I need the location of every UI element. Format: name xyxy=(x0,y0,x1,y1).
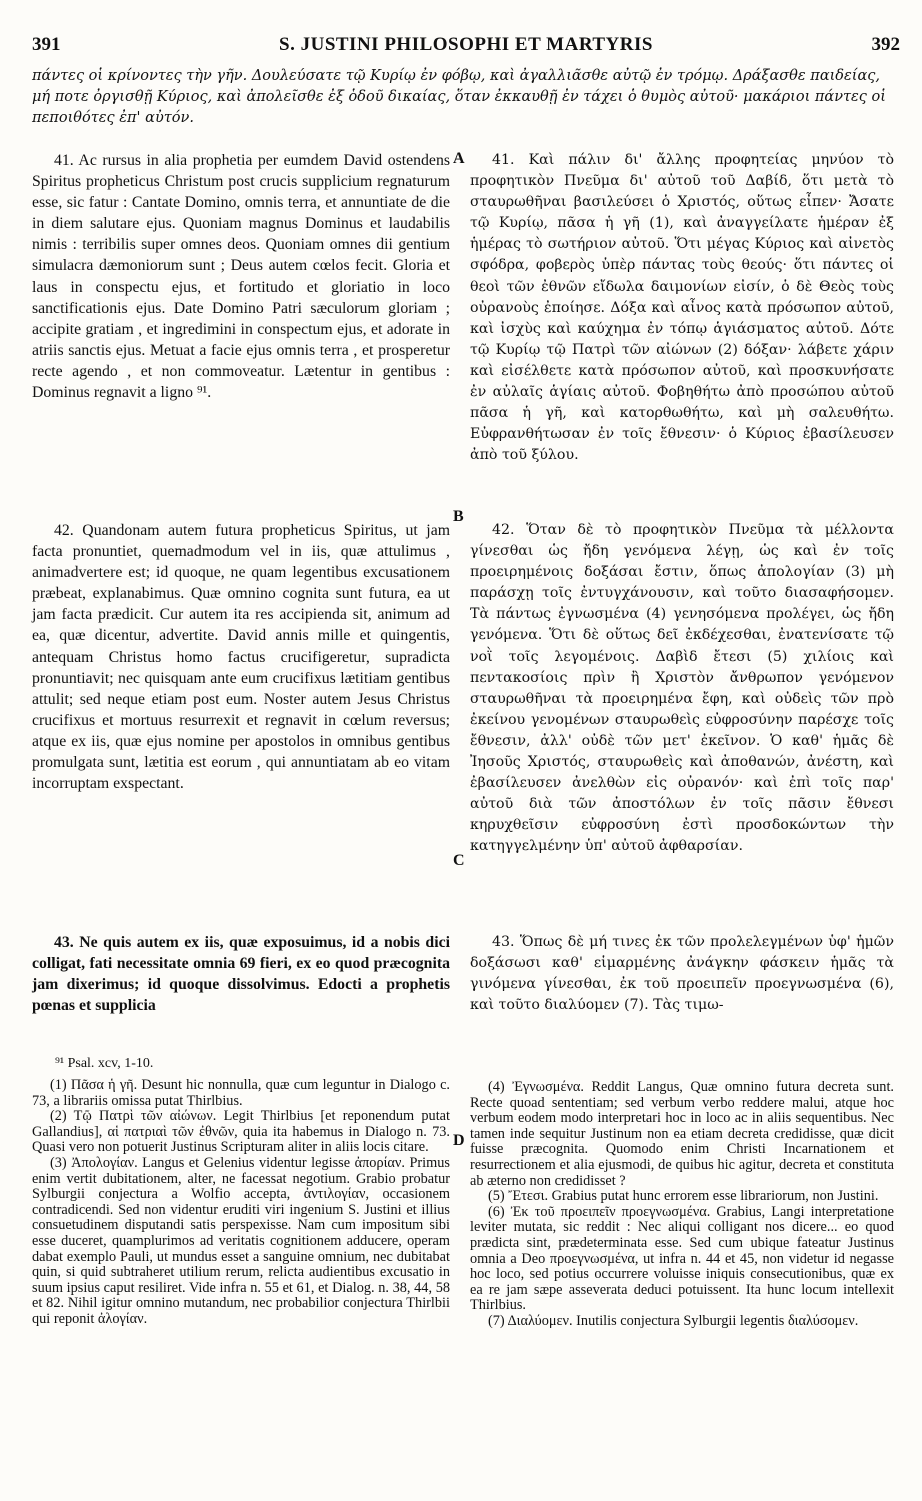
greek-section-42 xyxy=(470,520,894,858)
notes-left xyxy=(32,1078,450,1328)
latin-section-42 xyxy=(32,520,450,794)
latin-section-41 xyxy=(32,150,450,403)
note-2: (2) Τῷ Πατρὶ τῶν αἰώνων. Legit Thirlbius [et reponendum putat Gallandius], αἱ πατριαὶ τῶν ἐθνῶν, quia ita habemus in Dialogo n. 73. Quasi vero non potuerit Justinus Scripturam aliter in aliis locis citare. xyxy=(32,1108,450,1156)
page-header xyxy=(32,34,900,58)
greek-section-43 xyxy=(470,932,894,1016)
greek-paragraph-43: 43. Ὅπως δὲ μή τινες ἐκ τῶν προλελεγμένων ὑφ' ἡμῶν δοξάσωσι καθ' εἱμαρμένης ἀνάγκην φάσκειν ἡμᾶς τὰ γινόμενα γίνεσθαι, ἐκ τοῦ προειπεῖν προεγνωσμένα (6), καὶ τοῦτο διαλύομεν (7). Τὰς τιμω- xyxy=(470,934,894,1014)
note-6: (6) Ἐκ τοῦ προειπεῖν προεγνωσμένα. Grabius, Langi interpretatione leviter mutata, sic reddit : Nec aliqui colligant nos dicere... eo quod prædicta sint, prædeterminata esse. Sed cum ubique fateatur Justinus omnia a Deo προεγνωσμένα, ut infra n. 44 et 45, non videtur id negasse hoc loco, sed potius occurrere voluisse iniquis consecutionibus, quæ ex ea re jam sæpe asseverata deduci potuissent. Ita hunc locum intellexit Thirlbius. xyxy=(470,1203,894,1314)
latin-paragraph-43: 43. Ne quis autem ex iis, quæ exposuimus, id a nobis dici colligat, fati necessitate omnia 69 fieri, ex eo quod præcognita jam dixerimus; id quoque dissolvimus. Edocti a prophetis pœnas et supplicia xyxy=(32,934,450,1015)
note-3: (3) Ἀπολογίαν. Langus et Gelenius videntur legisse ἀπορίαν. Primus enim vertit dubitationem, alter, ne facessat negotium. Grabio probatur Sylburgii conjectura a Wolfio accepta, ἀντιλογίαν, occasionem contradicendi. Sed non videntur eruditi viri ingenium S. Justini et illius consuetudinem disputandi satis perspexisse. Nam cum impositum sibi esse duceret, quamplurimos ad veritatis cognitionem adducere, operam dabat exemplo Pauli, ut mundus esset a sanguine omnium, nec dubitabat quin, si quid subtraheret utilium rerum, relicta audientibus excusatio in suum ipsius caput resiliret. Vide infra n. 55 et 61, et Dialog. n. 38, 44, 58 et 82. Nihil igitur omnino mutandum, nec probabilior conjectura Thirlbii qui reponit ἀλογίαν. xyxy=(32,1154,450,1327)
running-title: S. JUSTINI PHILOSOPHI ET MARTYRIS xyxy=(279,34,653,55)
page-number-left: 391 xyxy=(32,34,61,55)
margin-marker-a: A xyxy=(453,150,465,167)
greek-paragraph-42: 42. Ὅταν δὲ τὸ προφητικὸν Πνεῦμα τὰ μέλλοντα γίνεσθαι ὡς ἤδη γενόμενα λέγῃ, ὡς καὶ ἐν τοῖς προειρημένοις δοξάσαι ἔστιν, ὅπως ἀπολογίαν (3) μὴ παράσχῃ τοῖς ἐντυγχάνουσιν, καὶ τοῦτο διασαφήσομεν. Τὰ πάντως ἐγνωσμένα (4) γενησόμενα προλέγει, ὡς ἤδη γενόμενα. Ὅτι δὲ οὕτως δεῖ ἐκδέχεσθαι, ἐνατενίσατε τῷ νοῒ τοῖς λεγομένοις. Δαβὶδ ἔτεσι (5) χιλίοις καὶ πεντακοσίοις πρὶν ἢ Χριστὸν ἄνθρωπον γενόμενον σταυρωθῆναι τὰ προειρημένα ἔφη, καὶ οὐδεὶς τῶν πρὸ ἐκείνου γενομένων σταυρωθεὶς εὐφροσύνην παρέσχε τοῖς ἔθνεσιν, ἀλλ' οὐδὲ τῶν μετ' ἐκεῖνον. Ὁ καθ' ἡμᾶς δὲ Ἰησοῦς Χριστός, σταυρωθεὶς καὶ ἀποθανών, ἀνέστη, καὶ ἐβασίλευσεν ἀνελθὼν εἰς οὐρανόν· καὶ ἐπὶ τοῖς παρ' αὐτοῦ διὰ τῶν ἀποστόλων ἐν τοῖς πᾶσιν ἔθνεσι κηρυχθεῖσιν εὐφροσύνη ἐστὶ προσδοκώντων τὴν κατηγγελμένην ὑπ' αὐτοῦ ἀφθαρσίαν. xyxy=(470,522,894,855)
note-5: (5) Ἔτεσι. Grabius putat hunc errorem esse librariorum, non Justini. xyxy=(488,1188,879,1205)
page-number-right: 392 xyxy=(871,34,900,55)
note-4: (4) Ἐγνωσμένα. Reddit Langus, Quæ omnino futura decreta sunt. Recte quoad sententiam; sed verbum verbo reddere malui, atque hoc verbum eodem modo interpretari hoc in loco ac in aliis sequentibus. Nec tamen inde sequitur Justinum non ea etiam decreta credidisse, quæ dicit fuisse præcognita. Quomodo enim Christi Incarnationem et resurrectionem et alia ejusmodi, de quibus hic agitur, decreta et constituta ab æterno non credidisset ? xyxy=(470,1079,894,1189)
notes-right xyxy=(470,1080,894,1330)
greek-section-41 xyxy=(470,150,894,466)
latin-paragraph-42: 42. Quandonam autem futura propheticus Spiritus, ut jam facta pronuntiet, quemadmodum vel in iis, quæ attulimus , animadvertere est; id quoque, ne quam legentibus excusationem præbeat, explanabimus. Quæ omnino cognita sunt futura, ea ut jam facta prædicit. Cur autem ita res accipienda sit, animum ad ea, quæ dicentur, advertite. David annis mille et quingentis, antequam Christus homo factus crucifigeretur, supradicta pronuntiavit; nec quisquam ante eum crucifixus lætitiam gentibus attulit; sed neque etiam post eum. Noster autem Jesus Christus crucifixus et mortuus resurrexit et regnavit in cœlum reversus; atque ex iis, quæ ejus nomine per apostolos in omnibus gentibus promulgata sunt, lætitia est eorum , qui annuntiatam ab eo vitam incorruptam exspectant. xyxy=(32,522,450,793)
latin-paragraph-41: 41. Ac rursus in alia prophetia per eumdem David ostendens Spiritus propheticus Christum post crucis supplicium regnaturum esse, sic fatur : Cantate Domino, omnis terra, et annuntiate de die in diem salutare ejus. Quoniam magnus Dominus et laudabilis nimis : terribilis super omnes deos. Quoniam omnes dii gentium simulacra dæmoniorum sunt ; Deus autem cœlos fecit. Gloria et laus in conspectu ejus, et fortitudo et gloriatio in loco sanctificationis ejus. Date Domino Patri sæculorum gloriam ; accipite gratiam , et ingredimini in conspectum ejus, et adorate in atriis sanctis ejus. Metuat a facie ejus omnis terra , et prosperetur recte agendo , et non commoveatur. Lætentur in gentibus : Dominus regnavit a ligno ⁹¹. xyxy=(32,152,450,402)
margin-marker-c: C xyxy=(453,852,465,869)
note-1: (1) Πᾶσα ἡ γῆ. Desunt hic nonnulla, quæ cum leguntur in Dialogo c. 73, a librariis omissa putat Thirlbius. xyxy=(32,1077,450,1109)
psalm-footnote: ⁹¹ Psal. xcv, 1-10. xyxy=(55,1056,154,1071)
top-greek-text: πάντες οἱ κρίνοντες τὴν γῆν. Δουλεύσατε τῷ Κυρίῳ ἐν φόβῳ, καὶ ἀγαλλιᾶσθε αὐτῷ ἐν τρόμῳ. Δράξασθε παιδείας, μή ποτε ὀργισθῇ Κύριος, καὶ ἀπολεῖσθε ἐξ ὁδοῦ δικαίας, ὅταν ἐκκαυθῇ ἐν τάχει ὁ θυμὸς αὐτοῦ· μακάριοι πάντες οἱ πεποιθότες ἐπ' αὐτόν. xyxy=(32,68,886,126)
latin-section-43 xyxy=(32,932,450,1016)
greek-paragraph-41: 41. Καὶ πάλιν δι' ἄλλης προφητείας μηνύον τὸ προφητικὸν Πνεῦμα δι' αὐτοῦ τοῦ Δαβίδ, ὅτι μετὰ τὸ σταυρωθῆναι βασιλεύσει ὁ Χριστός, οὕτως εἶπεν· Ἄσατε τῷ Κυρίῳ, πᾶσα ἡ γῆ (1), καὶ ἀναγγείλατε ἡμέραν ἐξ ἡμέρας τὸ σωτήριον αὐτοῦ. Ὅτι μέγας Κύριος καὶ αἰνετὸς σφόδρα, φοβερὸς ὑπὲρ πάντας τοὺς θεούς· ὅτι πάντες οἱ θεοὶ τῶν ἐθνῶν εἴδωλα δαιμονίων εἰσίν, ὁ δὲ Θεὸς τοὺς οὐρανοὺς ἐποίησε. Δόξα καὶ αἶνος κατὰ πρόσωπον αὐτοῦ, καὶ ἰσχὺς καὶ καύχημα ἐν τόπῳ ἁγιάσματος αὐτοῦ. Δότε τῷ Κυρίῳ τῷ Πατρὶ τῶν αἰώνων (2) δόξαν· λάβετε χάριν καὶ εἰσέλθετε κατὰ πρόσωπον αὐτοῦ, καὶ προσκυνήσατε ἐν αὐλαῖς ἁγίαις αὐτοῦ. Φοβηθήτω ἀπὸ προσώπου αὐτοῦ πᾶσα ἡ γῆ, καὶ κατορθωθήτω, καὶ μὴ σαλευθήτω. Εὐφρανθήτωσαν ἐν τοῖς ἔθνεσιν· ὁ Κύριος ἐβασίλευσεν ἀπὸ τοῦ ξύλου. xyxy=(470,152,894,464)
note-7: (7) Διαλύομεν. Inutilis conjectura Sylburgii legentis διαλύσομεν. xyxy=(488,1312,859,1329)
margin-marker-d: D xyxy=(453,1132,465,1149)
margin-marker-b: B xyxy=(453,508,464,525)
